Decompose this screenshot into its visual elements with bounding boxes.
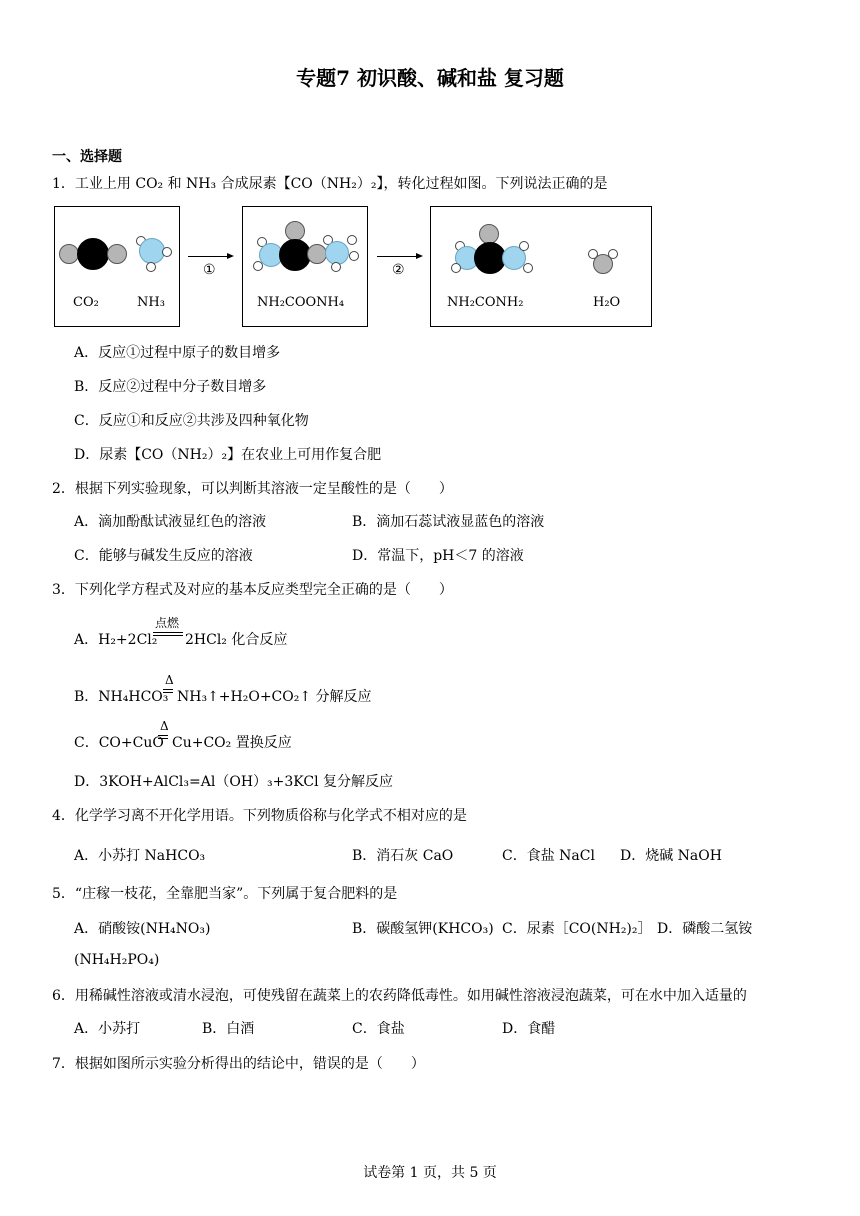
q6-option-c: C．食盐 bbox=[352, 1021, 405, 1037]
page-footer: 试卷第 1 页，共 5 页 bbox=[363, 1165, 497, 1181]
hydrogen-atom bbox=[519, 241, 529, 251]
q2-option-a: A．滴加酚酞试液显红色的溶液 bbox=[74, 514, 267, 530]
q5-option-b: B．碳酸氢钾(KHCO₃) bbox=[352, 921, 494, 937]
hydrogen-atom bbox=[523, 263, 533, 273]
q3-option-c-right: Cu+CO₂ 置换反应 bbox=[172, 735, 292, 751]
oxygen-atom bbox=[59, 244, 79, 264]
q5-option-c: C．尿素［CO(NH₂)₂］ bbox=[502, 921, 652, 937]
question-3-stem: 3．下列化学方程式及对应的基本反应类型完全正确的是（ ） bbox=[52, 582, 453, 598]
q4-option-b: B．消石灰 CaO bbox=[352, 848, 454, 864]
q3-option-b-left: B．NH₄HCO₃ bbox=[74, 689, 169, 705]
figure-box-reactants bbox=[54, 206, 180, 327]
q1-option-d: D．尿素【CO（NH₂）₂】在农业上可用作复合肥 bbox=[74, 447, 382, 463]
hydrogen-atom bbox=[162, 247, 172, 257]
condition-heat: Δ bbox=[165, 673, 174, 687]
hydrogen-atom bbox=[347, 235, 357, 245]
q3-option-c-left: C．CO+CuO bbox=[74, 735, 164, 751]
question-7-stem: 7．根据如图所示实验分析得出的结论中，错误的是（ ） bbox=[52, 1056, 425, 1072]
figure-box-products bbox=[430, 206, 652, 327]
q1-option-b: B．反应②过程中分子数目增多 bbox=[74, 379, 267, 395]
question-1-stem: 1．工业上用 CO₂ 和 NH₃ 合成尿素【CO（NH₂）₂】，转化过程如图。下列说法正确的是 bbox=[52, 176, 608, 192]
q3-option-b-right: NH₃↑+H₂O+CO₂↑ 分解反应 bbox=[177, 689, 372, 705]
q5-option-a: A．硝酸铵(NH₄NO₃) bbox=[74, 921, 211, 937]
q5-option-d-wrap: (NH₄H₂PO₄) bbox=[74, 952, 160, 968]
q6-option-a: A．小苏打 bbox=[74, 1021, 141, 1037]
oxygen-atom bbox=[285, 221, 305, 241]
carbon-atom bbox=[77, 238, 109, 270]
equals-sign bbox=[158, 735, 168, 739]
q3-option-a-left: A．H₂+2Cl₂ bbox=[74, 632, 158, 648]
arrow-icon bbox=[188, 256, 232, 257]
condition-heat: Δ bbox=[160, 719, 169, 733]
nh3-label: NH₃ bbox=[137, 295, 165, 310]
q1-option-c: C．反应①和反应②共涉及四种氧化物 bbox=[74, 413, 309, 429]
q4-option-d: D．烧碱 NaOH bbox=[620, 848, 722, 864]
condition-ignite: 点燃 bbox=[155, 616, 180, 630]
oxygen-atom bbox=[307, 244, 327, 264]
nh2coonh4-label: NH₂COONH₄ bbox=[257, 295, 345, 310]
page-title: 专题7 初识酸、碱和盐 复习题 bbox=[296, 66, 564, 90]
q2-option-d: D．常温下，pH＜7 的溶液 bbox=[352, 548, 524, 564]
oxygen-atom bbox=[107, 244, 127, 264]
hydrogen-atom bbox=[146, 262, 156, 272]
hydrogen-atom bbox=[253, 261, 263, 271]
co2-label: CO₂ bbox=[73, 295, 99, 310]
h2o-label: H₂O bbox=[593, 295, 621, 310]
figure-box-intermediate bbox=[242, 206, 368, 327]
arrow-icon bbox=[377, 256, 421, 257]
nh2conh2-label: NH₂CONH₂ bbox=[447, 295, 524, 310]
hydrogen-atom bbox=[331, 262, 341, 272]
hydrogen-atom bbox=[349, 251, 359, 261]
question-6-stem: 6．用稀碱性溶液或清水浸泡，可使残留在蔬菜上的农药降低毒性。如用碱性溶液浸泡蔬菜，可在水中加入适量的 bbox=[52, 988, 747, 1004]
q2-option-c: C．能够与碱发生反应的溶液 bbox=[74, 548, 253, 564]
q6-option-b: B．白酒 bbox=[202, 1021, 255, 1037]
q1-option-a: A．反应①过程中原子的数目增多 bbox=[74, 345, 281, 361]
hydrogen-atom bbox=[608, 249, 618, 259]
q6-option-d: D．食醋 bbox=[502, 1021, 556, 1037]
section-heading: 一、选择题 bbox=[52, 149, 122, 165]
q2-option-b: B．滴加石蕊试液显蓝色的溶液 bbox=[352, 514, 545, 530]
step-2-label: ② bbox=[392, 262, 405, 278]
step-1-label: ① bbox=[203, 262, 216, 278]
question-2-stem: 2．根据下列实验现象，可以判断其溶液一定呈酸性的是（ ） bbox=[52, 481, 453, 497]
equals-sign bbox=[163, 689, 173, 693]
hydrogen-atom bbox=[451, 263, 461, 273]
question-5-stem: 5．“庄稼一枝花，全靠肥当家”。下列属于复合肥料的是 bbox=[52, 886, 398, 902]
q5-option-d: D．磷酸二氢铵 bbox=[657, 921, 753, 937]
equals-sign bbox=[153, 632, 183, 636]
q3-option-a-right: 2HCl₂ 化合反应 bbox=[185, 632, 288, 648]
oxygen-atom bbox=[479, 224, 499, 244]
q4-option-a: A．小苏打 NaHCO₃ bbox=[74, 848, 206, 864]
q3-option-d: D．3KOH+AlCl₃=Al（OH）₃+3KCl 复分解反应 bbox=[74, 774, 393, 790]
question-4-stem: 4．化学学习离不开化学用语。下列物质俗称与化学式不相对应的是 bbox=[52, 808, 467, 824]
q4-option-c: C．食盐 NaCl bbox=[502, 848, 595, 864]
